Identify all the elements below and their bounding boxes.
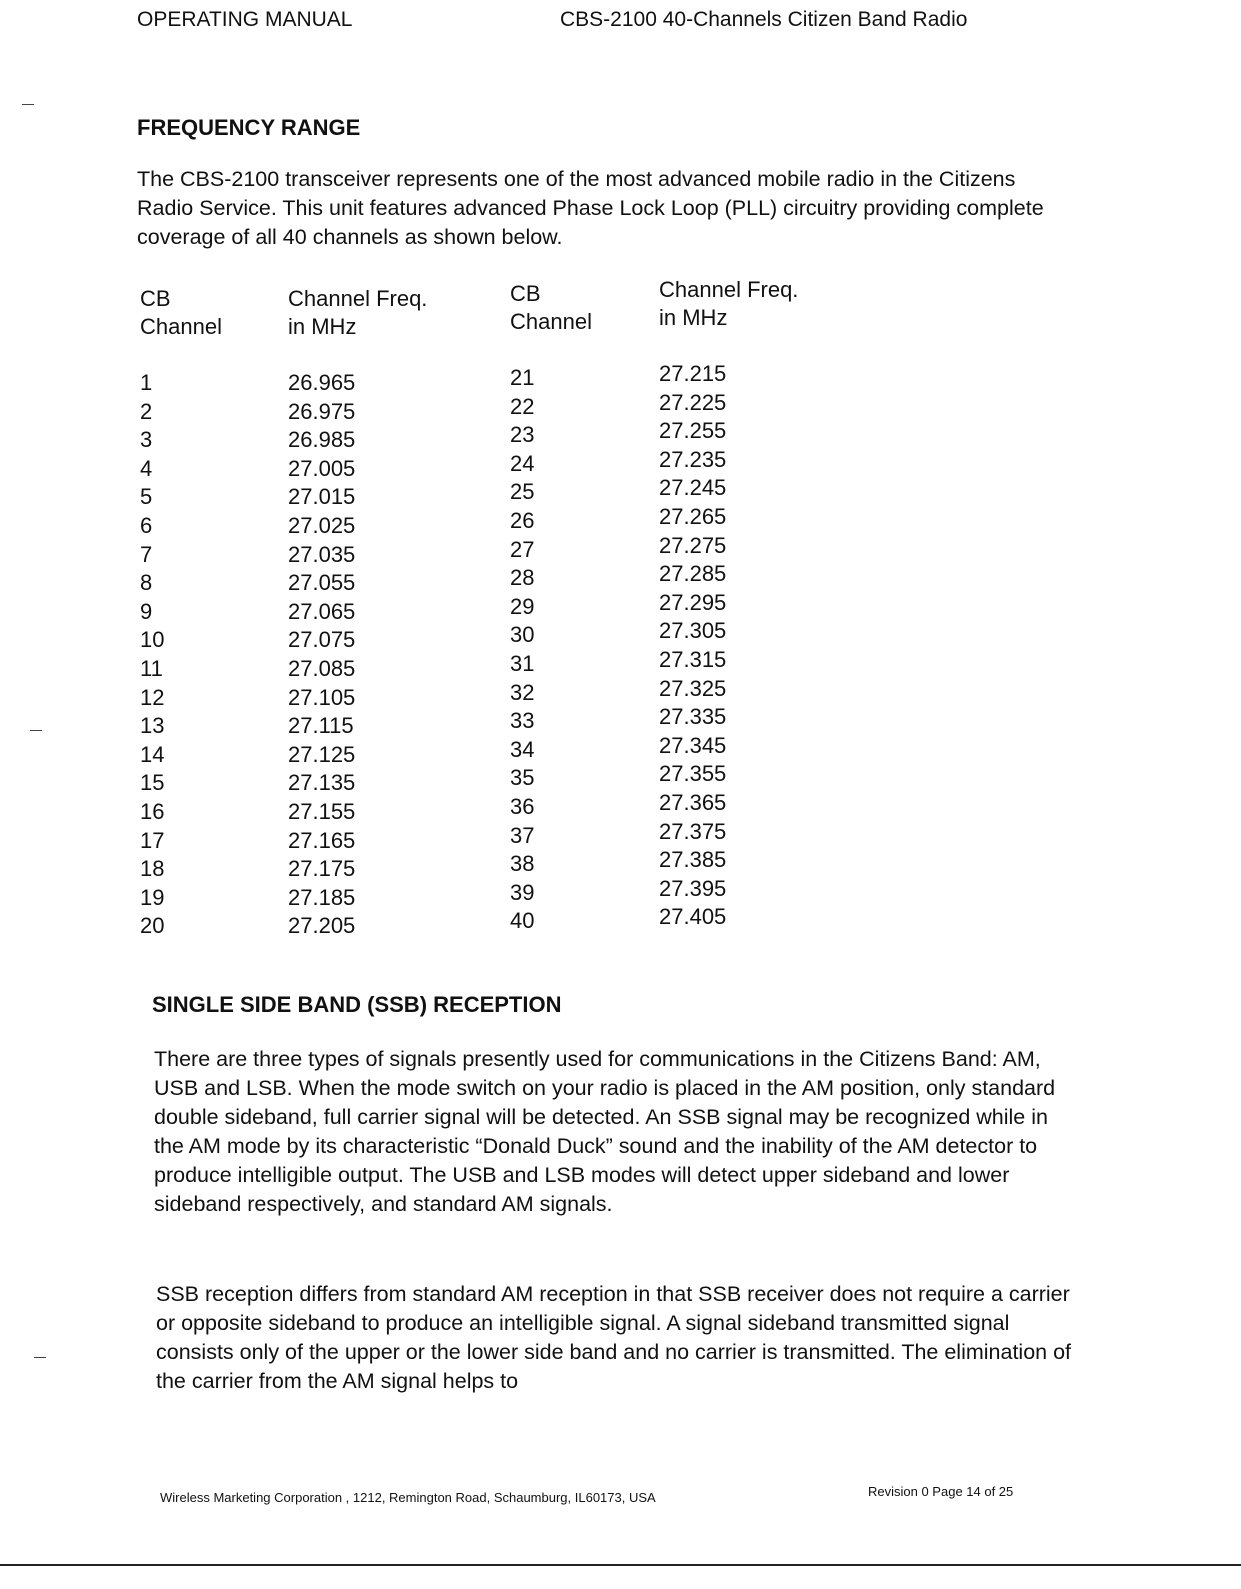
table-col-right-freq (659, 276, 799, 930)
channel-frequency: 27.115 (288, 713, 354, 739)
channel-number: 20 (140, 913, 165, 939)
channel-frequency: 27.185 (288, 884, 356, 910)
channel-frequency: 27.155 (288, 798, 356, 824)
channel-number: 21 (510, 365, 535, 390)
channel-number: 22 (510, 393, 535, 419)
table-col-right-channel (510, 280, 592, 934)
channel-number: 5 (140, 484, 153, 510)
frequency-range-heading: FREQUENCY RANGE (137, 115, 361, 140)
channel-frequency: 27.345 (659, 732, 727, 758)
channel-number: 29 (510, 593, 535, 619)
channel-number: 3 (140, 427, 153, 453)
channel-frequency: 27.205 (288, 913, 356, 939)
channel-number: 39 (510, 879, 535, 905)
channel-number: 38 (510, 851, 535, 877)
channel-number: 16 (140, 798, 165, 824)
margin-mark (22, 104, 34, 105)
left-frequency-list (288, 369, 355, 941)
channel-frequency: 26.975 (288, 398, 356, 424)
channel-number: 36 (510, 793, 535, 819)
channel-frequency: 26.965 (288, 370, 356, 395)
table-col-left-channel (140, 285, 222, 939)
column-header-cb: CB (510, 281, 541, 306)
channel-number: 28 (510, 565, 535, 591)
right-channel-list (510, 364, 534, 936)
channel-number: 25 (510, 479, 535, 505)
column-header-unit: in MHz (659, 305, 728, 330)
margin-mark (34, 1357, 46, 1358)
footer-address: Wireless Marketing Corporation , 1212, Remington Road, Schaumburg, IL60173, USA (160, 1490, 656, 1505)
channel-frequency: 27.295 (659, 589, 727, 615)
channel-number: 1 (140, 370, 153, 395)
channel-frequency: 27.395 (659, 875, 727, 901)
channel-number: 31 (510, 650, 535, 676)
channel-number: 35 (510, 765, 535, 791)
column-header-channel: Channel (140, 314, 222, 339)
channel-frequency: 27.325 (659, 675, 727, 701)
column-header-unit: in MHz (288, 314, 357, 339)
channel-frequency: 27.235 (659, 446, 727, 472)
header-product-title: CBS-2100 40-Channels Citizen Band Radio (560, 8, 968, 31)
channel-frequency: 27.265 (659, 503, 727, 529)
footer-revision: Revision 0 Page 14 of 25 (868, 1484, 1014, 1499)
channel-frequency: 27.375 (659, 818, 727, 844)
channel-number: 6 (140, 512, 153, 538)
channel-frequency: 27.005 (288, 455, 356, 481)
channel-number: 12 (140, 684, 165, 710)
column-header-freq: Channel Freq. (288, 286, 428, 311)
channel-frequency: 27.255 (659, 418, 727, 444)
ssb-paragraph-2 (156, 1280, 1081, 1396)
channel-number: 32 (510, 679, 535, 705)
channel-number: 24 (510, 450, 535, 476)
channel-number: 14 (140, 741, 165, 767)
channel-number: 30 (510, 622, 535, 648)
channel-number: 34 (510, 736, 535, 762)
channel-number: 17 (140, 827, 165, 853)
channel-number: 11 (140, 655, 163, 681)
channel-frequency: 27.285 (659, 561, 727, 587)
channel-frequency: 27.075 (288, 627, 356, 653)
channel-frequency: 27.085 (288, 655, 356, 681)
table-col-left-freq (288, 285, 428, 939)
channel-frequency: 27.405 (659, 904, 727, 930)
margin-mark (30, 730, 42, 731)
ssb-reception-heading: SINGLE SIDE BAND (SSB) RECEPTION (152, 992, 562, 1017)
channel-frequency: 27.055 (288, 570, 356, 596)
channel-number: 37 (510, 822, 535, 848)
channel-frequency: 27.135 (288, 770, 356, 796)
channel-number: 9 (140, 598, 153, 624)
column-header-cb: CB (140, 286, 171, 311)
channel-frequency: 27.025 (288, 512, 356, 538)
channel-frequency: 27.225 (659, 389, 727, 415)
channel-frequency: 26.985 (288, 427, 356, 453)
channel-number: 23 (510, 422, 535, 448)
frequency-range-intro (137, 165, 1067, 252)
channel-frequency: 27.385 (659, 847, 727, 873)
column-header-channel: Channel (510, 309, 592, 334)
channel-frequency: 27.245 (659, 475, 727, 501)
channel-frequency: 27.015 (288, 484, 356, 510)
channel-number: 19 (140, 884, 165, 910)
header-manual-title: OPERATING MANUAL (137, 8, 353, 31)
channel-number: 15 (140, 770, 165, 796)
channel-frequency: 27.365 (659, 789, 727, 815)
channel-frequency: 27.175 (288, 856, 356, 882)
intro-paragraph: The CBS-2100 transceiver represents one of the most advanced mobile radio in the Citizens Radio Service. This unit features advanced Phase Lock Loop (PLL) circuitry providing complete coverage of all 40 channels as shown below. (137, 167, 1044, 249)
channel-number: 13 (140, 713, 165, 739)
channel-number: 40 (510, 908, 535, 934)
channel-number: 7 (140, 541, 153, 567)
ssb-paragraph-1 (154, 1045, 1074, 1219)
channel-number: 18 (140, 856, 165, 882)
channel-frequency: 27.305 (659, 618, 727, 644)
channel-frequency: 27.105 (288, 684, 356, 710)
channel-frequency: 27.215 (659, 361, 727, 386)
channel-number: 4 (140, 455, 153, 481)
channel-number: 26 (510, 507, 535, 533)
ssb-text-2: SSB reception differs from standard AM reception in that SSB receiver does not require a carrier or opposite sideband to produce an intelligible signal. A signal sideband transmitted signal consists only of the upper or the lower side band and no carrier is transmitted. The elimination of the carrier from the AM signal helps to (156, 1282, 1072, 1393)
channel-number: 8 (140, 570, 153, 596)
left-channel-list (140, 369, 164, 941)
right-frequency-list (659, 360, 726, 932)
channel-number: 33 (510, 708, 535, 734)
channel-frequency: 27.035 (288, 541, 356, 567)
channel-number: 2 (140, 398, 153, 424)
channel-frequency: 27.355 (659, 761, 727, 787)
channel-frequency: 27.335 (659, 704, 727, 730)
page-bottom-rule (0, 1564, 1241, 1566)
channel-frequency: 27.125 (288, 741, 356, 767)
channel-frequency: 27.065 (288, 598, 356, 624)
channel-frequency: 27.165 (288, 827, 356, 853)
channel-number: 10 (140, 627, 165, 653)
channel-frequency: 27.315 (659, 646, 727, 672)
channel-frequency: 27.275 (659, 532, 727, 558)
channel-number: 27 (510, 536, 535, 562)
column-header-freq: Channel Freq. (659, 277, 799, 302)
ssb-text-1: There are three types of signals presently used for communications in the Citizens Band: AM, USB and LSB. When the mode switch on your radio is placed in the AM position, only standard double sideband, full carrier signal will be detected. An SSB signal may be recognized while in the AM mode by its characteristic “Donald Duck” sound and the inability of the AM detector to produce intelligible output. The USB and LSB modes will detect upper sideband and lower sideband respectively, and standard AM signals. (154, 1047, 1056, 1216)
